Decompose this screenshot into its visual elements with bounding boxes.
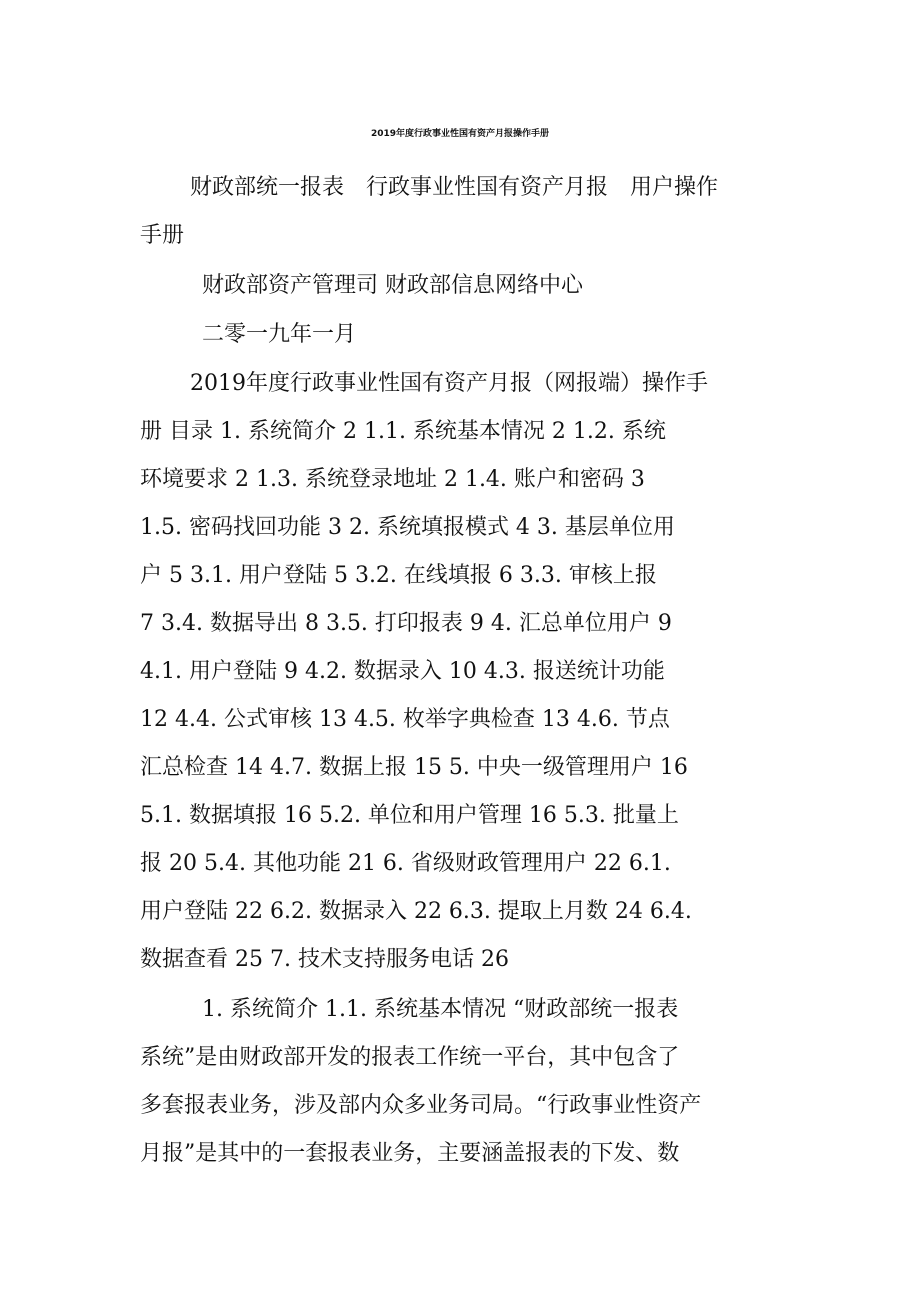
toc-line: 7 3.4. 数据导出 8 3.5. 打印报表 9 4. 汇总单位用户 9	[140, 611, 672, 636]
toc-line: 户 5 3.1. 用户登陆 5 3.2. 在线填报 6 3.3. 审核上报	[140, 563, 657, 588]
toc-line: 1.5. 密码找回功能 3 2. 系统填报模式 4 3. 基层单位用	[140, 515, 675, 540]
toc-line: 环境要求 2 1.3. 系统登录地址 2 1.4. 账户和密码 3	[140, 467, 645, 492]
toc-line: 4.1. 用户登陆 9 4.2. 数据录入 10 4.3. 报送统计功能	[140, 659, 665, 684]
toc-line: 册 目录 1. 系统简介 2 1.1. 系统基本情况 2 1.2. 系统	[140, 419, 666, 444]
body-line: 1. 系统简介 1.1. 系统基本情况 “财政部统一报表	[202, 997, 679, 1022]
toc-line: 5.1. 数据填报 16 5.2. 单位和用户管理 16 5.3. 批量上	[140, 803, 679, 828]
document-title: 2019年度行政事业性国有资产月报操作手册	[370, 129, 550, 139]
body-line: 多套报表业务，涉及部内众多业务司局。“行政事业性资产	[140, 1093, 702, 1118]
subtitle-line-1: 财政部统一报表 行政事业性国有资产月报 用户操作	[190, 175, 719, 200]
toc-line: 汇总检查 14 4.7. 数据上报 15 5. 中央一级管理用户 16	[140, 755, 688, 780]
body-line: 月报”是其中的一套报表业务，主要涵盖报表的下发、数	[140, 1141, 680, 1166]
date-line: 二零一九年一月	[202, 322, 357, 347]
toc-line: 2019年度行政事业性国有资产月报（网报端）操作手	[190, 371, 708, 396]
subtitle-line-2: 手册	[140, 223, 185, 248]
toc-line: 数据查看 25 7. 技术支持服务电话 26	[140, 947, 509, 972]
toc-line: 12 4.4. 公式审核 13 4.5. 枚举字典检查 13 4.6. 节点	[140, 707, 670, 732]
body-line: 系统”是由财政部开发的报表工作统一平台，其中包含了	[140, 1045, 680, 1070]
toc-line: 报 20 5.4. 其他功能 21 6. 省级财政管理用户 22 6.1.	[140, 851, 671, 876]
toc-line: 用户登陆 22 6.2. 数据录入 22 6.3. 提取上月数 24 6.4.	[140, 899, 692, 924]
authors-line: 财政部资产管理司 财政部信息网络中心	[202, 273, 583, 298]
